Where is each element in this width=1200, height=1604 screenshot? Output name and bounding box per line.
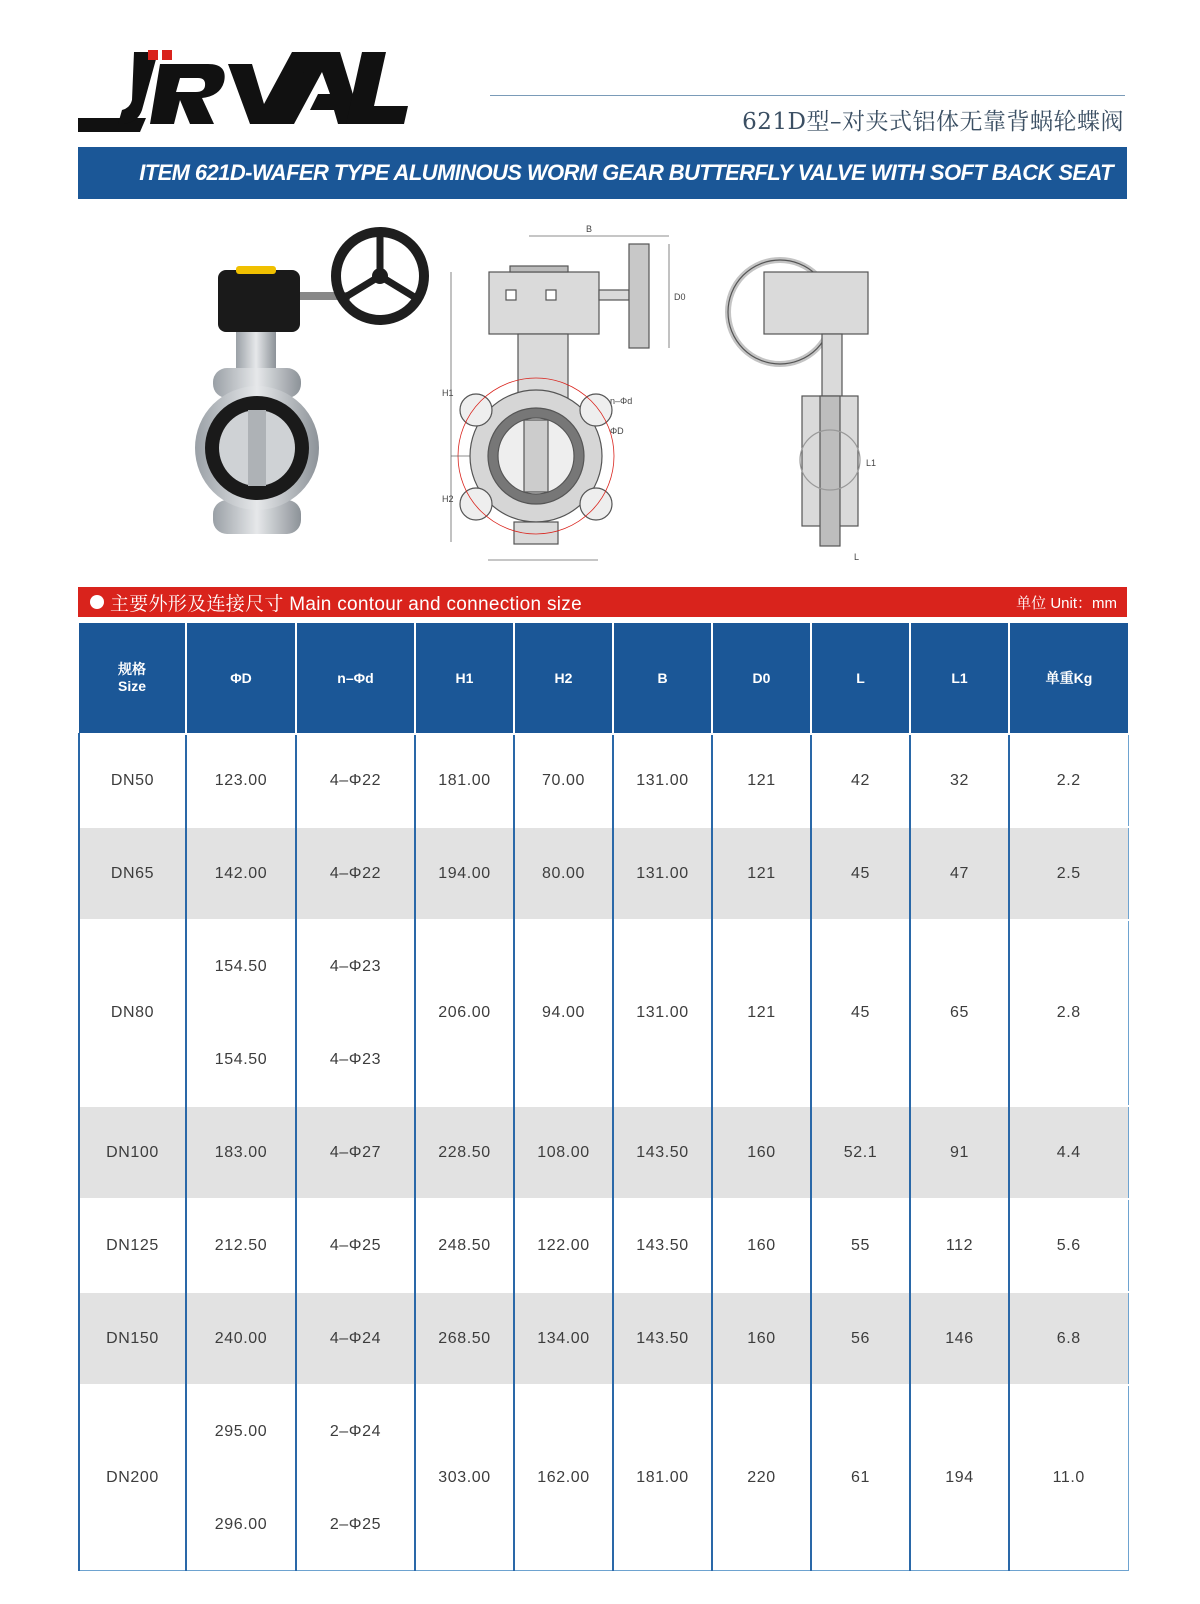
cell-h1: 303.00 (415, 1385, 514, 1571)
col-n-phi-d: n–Φd (296, 623, 415, 734)
cell-l1: 194 (910, 1385, 1009, 1571)
cell-phi-d: 295.00 (186, 1385, 296, 1478)
cell-size: DN80 (79, 920, 186, 1106)
cell-h2: 70.00 (514, 734, 613, 827)
table-row (79, 1292, 1128, 1385)
col-b: B (613, 623, 712, 734)
table-row (79, 1385, 1128, 1478)
cell-size: DN100 (79, 1106, 186, 1199)
cell-weight: 6.8 (1009, 1292, 1128, 1385)
cell-b: 143.50 (613, 1106, 712, 1199)
cell-size: DN150 (79, 1292, 186, 1385)
cell-weight: 11.0 (1009, 1385, 1128, 1571)
cell-h1: 194.00 (415, 827, 514, 920)
table-row (79, 1106, 1128, 1199)
col-l1: L1 (910, 623, 1009, 734)
dim-label-phi-d: ΦD (610, 426, 624, 436)
col-phi-d: ΦD (186, 623, 296, 734)
cell-d0: 160 (712, 1292, 811, 1385)
dim-label-h2: H2 (442, 494, 454, 504)
cell-l: 61 (811, 1385, 910, 1571)
cell-h2: 122.00 (514, 1199, 613, 1292)
cell-n-phi-d: 4–Φ24 (296, 1292, 415, 1385)
cell-d0: 160 (712, 1106, 811, 1199)
cell-l1: 146 (910, 1292, 1009, 1385)
cell-size: DN200 (79, 1385, 186, 1571)
cell-b: 131.00 (613, 827, 712, 920)
cell-size: DN65 (79, 827, 186, 920)
bullet-icon (90, 595, 104, 609)
product-title-en: ITEM 621D-WAFER TYPE ALUMINOUS WORM GEAR BUTTERFLY VALVE WITH SOFT BACK SEAT (139, 160, 1113, 185)
table-row (79, 734, 1128, 827)
cell-b: 131.00 (613, 734, 712, 827)
cell-l1: 65 (910, 920, 1009, 1106)
cell-l1: 47 (910, 827, 1009, 920)
dim-label-d0: D0 (674, 292, 686, 302)
dim-label-h1: H1 (442, 388, 454, 398)
cell-phi-d: 154.50 (186, 1013, 296, 1106)
cell-b: 143.50 (613, 1292, 712, 1385)
cell-l: 55 (811, 1199, 910, 1292)
cell-d0: 160 (712, 1199, 811, 1292)
header-rule (490, 95, 1125, 96)
cell-l1: 91 (910, 1106, 1009, 1199)
col-d0: D0 (712, 623, 811, 734)
cell-n-phi-d: 4–Φ23 (296, 920, 415, 1013)
cell-n-phi-d: 4–Φ27 (296, 1106, 415, 1199)
cell-h1: 228.50 (415, 1106, 514, 1199)
cell-h1: 181.00 (415, 734, 514, 827)
cell-h1: 206.00 (415, 920, 514, 1106)
section-header (78, 587, 1127, 617)
cell-phi-d: 142.00 (186, 827, 296, 920)
cell-h1: 268.50 (415, 1292, 514, 1385)
cell-n-phi-d: 4–Φ25 (296, 1199, 415, 1292)
cell-d0: 121 (712, 920, 811, 1106)
cell-phi-d: 296.00 (186, 1478, 296, 1571)
cell-h1: 248.50 (415, 1199, 514, 1292)
cell-h2: 134.00 (514, 1292, 613, 1385)
cell-l: 42 (811, 734, 910, 827)
cell-n-phi-d: 2–Φ25 (296, 1478, 415, 1571)
cell-l1: 112 (910, 1199, 1009, 1292)
product-title-cn: 621D型–对夹式铝体无靠背蜗轮蝶阀 (742, 109, 1124, 135)
table-row (79, 827, 1128, 920)
table-row (79, 920, 1128, 1013)
cell-n-phi-d: 4–Φ22 (296, 827, 415, 920)
cell-l: 45 (811, 827, 910, 920)
table-header-row (79, 623, 1128, 734)
cell-h2: 162.00 (514, 1385, 613, 1571)
cell-d0: 121 (712, 734, 811, 827)
cell-weight: 2.5 (1009, 827, 1128, 920)
cell-h2: 108.00 (514, 1106, 613, 1199)
cell-weight: 5.6 (1009, 1199, 1128, 1292)
cell-b: 181.00 (613, 1385, 712, 1571)
cell-h2: 80.00 (514, 827, 613, 920)
section-title: 主要外形及连接尺寸 Main contour and connection size (110, 593, 582, 615)
product-title-banner (78, 147, 1127, 199)
dimension-table (78, 623, 1129, 1571)
cell-phi-d: 154.50 (186, 920, 296, 1013)
brand-logo (78, 48, 408, 132)
front-view-drawing (458, 244, 649, 544)
cell-l1: 32 (910, 734, 1009, 827)
dim-label-n-phi-d: n–Φd (610, 396, 633, 406)
side-view-drawing (728, 260, 868, 546)
col-weight: 单重Kg (1009, 623, 1128, 734)
cell-l: 56 (811, 1292, 910, 1385)
cell-weight: 2.2 (1009, 734, 1128, 827)
cell-d0: 121 (712, 827, 811, 920)
product-figures (78, 220, 1127, 580)
cell-n-phi-d: 2–Φ24 (296, 1385, 415, 1478)
cell-l: 52.1 (811, 1106, 910, 1199)
cell-weight: 4.4 (1009, 1106, 1128, 1199)
col-h2: H2 (514, 623, 613, 734)
cell-h2: 94.00 (514, 920, 613, 1106)
table-row (79, 1199, 1128, 1292)
col-size: 规格 Size (79, 623, 186, 734)
cell-n-phi-d: 4–Φ22 (296, 734, 415, 827)
cell-b: 131.00 (613, 920, 712, 1106)
cell-b: 143.50 (613, 1199, 712, 1292)
cell-size: DN50 (79, 734, 186, 827)
col-l: L (811, 623, 910, 734)
dim-label-b: B (586, 224, 593, 234)
dim-label-l: L (854, 552, 860, 562)
unit-label: 单位 Unit：mm (1016, 594, 1117, 612)
col-h1: H1 (415, 623, 514, 734)
cell-size: DN125 (79, 1199, 186, 1292)
cell-phi-d: 240.00 (186, 1292, 296, 1385)
cell-weight: 2.8 (1009, 920, 1128, 1106)
cell-phi-d: 183.00 (186, 1106, 296, 1199)
dim-label-l1: L1 (866, 458, 877, 468)
cell-phi-d: 123.00 (186, 734, 296, 827)
cell-n-phi-d: 4–Φ23 (296, 1013, 415, 1106)
cell-l: 45 (811, 920, 910, 1106)
cell-d0: 220 (712, 1385, 811, 1571)
cell-phi-d: 212.50 (186, 1199, 296, 1292)
valve-photo (195, 232, 424, 534)
